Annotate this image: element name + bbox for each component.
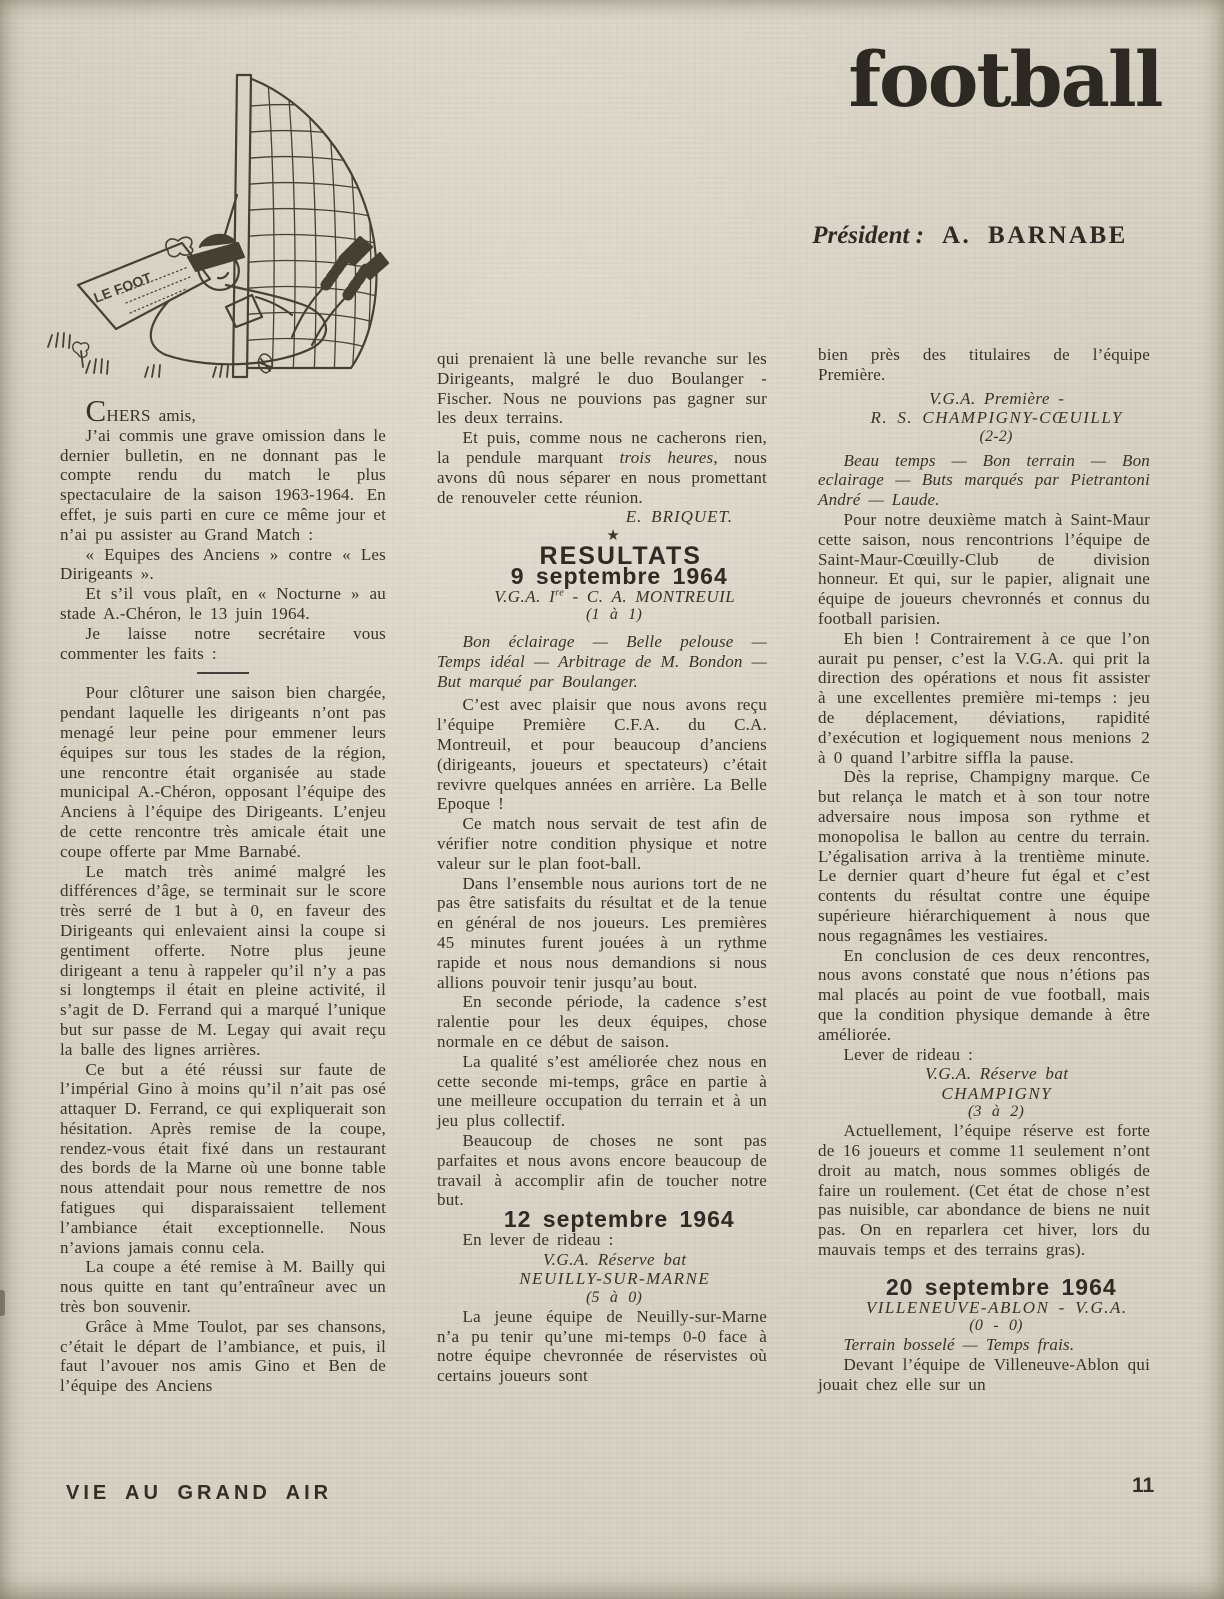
match-title: CHAMPIGNY — [941, 1083, 1053, 1103]
keeper-legs — [292, 237, 388, 345]
match-title: VILLENEUVE-ABLON - V.G.A. — [865, 1297, 1128, 1317]
match-conditions: Beau temps — Bon terrain — Bon eclairage — Buts marqués par Pietrantoni André — Laude. — [818, 450, 1150, 510]
magazine-title: VIE AU GRAND AIR — [66, 1482, 333, 1504]
salutation: CHERS amis, — [85, 393, 196, 428]
match-title: V.G.A. Première - — [929, 388, 1065, 408]
match-score: (3 à 2) — [967, 1103, 1025, 1121]
paragraph: Ce match nous servait de test afin de vérifier notre condition physique et notre valeur sur le plan foot-ball. — [437, 814, 767, 873]
match-title-text: V.G.A. I — [494, 586, 556, 606]
paragraph: Devant l’équipe de Villeneuve-Ablon qui jouait chez elle sur un — [818, 1354, 1150, 1394]
scan-artifact — [0, 1290, 5, 1316]
goal-post — [233, 75, 251, 377]
paragraph: En conclusion de ces deux rencontres, nous avons constaté que nous n’étions pas mal placés au point de vue football, mais que la condition physique demande à être améliorée. — [818, 945, 1150, 1044]
paragraph: Ce but a été réussi sur faute de l’impérial Gino à moins qu’il n’ait pas osé attaquer D. Ferrand, ce qui expliquerait son hésitation. Après remise de la coupe, rendez-vous était fixé dans un restaurant des bords de la Marne où une bonne table nous attendait pour nous remettre de nos fatigues qui disparaissaient tellement l’ambiance était exceptionnelle. Nous n’avions jamais connu cela. — [60, 1059, 386, 1257]
paragraph: J’ai commis une grave omission dans le dernier bulletin, en ne donnant pas le compte rendu du match le plus spectaculaire de la saison 1963-1964. En effet, je suis parti en cure ce même jour et n’ai pu assister au Grand Match : — [60, 425, 386, 544]
match-title: R. S. CHAMPIGNY-CŒUILLY — [870, 408, 1123, 428]
paragraph: Actuellement, l’équipe réserve est forte de 16 joueurs et comme 11 seulement n’ont droit au match, nous sommes obligés de faire un roulement. (Cet état de chose n’est pas nuisible, car abondance de biens ne nuit pas. On en reparlera cet hiver, lors du mauvais temps et des terrains gras). — [818, 1121, 1150, 1260]
paragraph: La jeune équipe de Neuilly-sur-Marne n’a pu tenir qu’une mi-temps 0-0 face à notre équipe chevronnée de réservistes où certains joueurs sont — [437, 1306, 767, 1386]
page-number: 11 — [1132, 1474, 1155, 1497]
paragraph: En seconde période, la cadence s’est ralentie pour les deux équipes, chose normale en ce début de saison. — [437, 992, 767, 1051]
paragraph: Le match très animé malgré les différences d’âge, se terminait sur le score très serré de 1 but à 0, en faveur des Dirigeants qui enlevaient ainsi la coupe si gentiment offerte. Notre plus jeune dirigeant a tenu à rappeler qu’il n’y a pas si longtemps il était en pleine activité, il s’agit de D. Ferrand qui a marqué l’unique but sur passe de M. Legay qui avait reçu la balle des lignes arrières. — [60, 861, 386, 1059]
paragraph: « Equipes des Anciens » contre « Les Dirigeants ». — [60, 544, 386, 584]
match-score: (0 - 0) — [969, 1317, 1023, 1335]
president-line — [780, 222, 1160, 250]
match-score: (2-2) — [979, 427, 1013, 445]
match-title: V.G.A. Réserve bat — [924, 1064, 1069, 1084]
date-heading: 9 septembre 1964 — [510, 562, 728, 589]
emphasis-text: trois heures — [619, 447, 714, 467]
match-title: V.G.A. Réserve bat — [542, 1249, 687, 1269]
paragraph: Eh bien ! Contrairement à ce que l’on aurait pu penser, c’est la V.G.A. qui prit la direction des opérations et nous fit assister à une excellentes première mi-temps : jeu de déplacement, déviations, rapidité d’exécution et logiquement nous menions 2 à 0 quand l’arbitre siffla la pause. — [818, 628, 1150, 767]
paragraph-text: Et puis, comme nous ne cacherons rien, la pendule marquant — [437, 428, 767, 467]
ordinal-suffix: re — [555, 586, 565, 598]
signature: E. BRIQUET. — [625, 507, 733, 527]
paragraph: Je laisse notre secrétaire vous commenter les faits : — [60, 623, 386, 663]
paragraph — [437, 428, 767, 507]
column-left — [60, 393, 386, 1396]
paragraph: Et s’il vous plaît, en « Nocturne » au stade A.-Chéron, le 13 juin 1964. — [60, 584, 386, 623]
match-conditions: Bon éclairage — Belle pelouse — Temps idéal — Arbitrage de M. Bondon — But marqué par Boulanger. — [437, 632, 767, 691]
lever-de-rideau: Lever de rideau : — [843, 1044, 974, 1064]
lever-de-rideau: En lever de rideau : — [462, 1229, 614, 1249]
match-title — [437, 587, 767, 607]
paragraph: Grâce à Mme Toulot, par ses chansons, c’était le départ de l’ambiance, et puis, il faut l’avouer nos amis Gino et Ben de l’équipe des Anciens — [60, 1316, 386, 1396]
paragraph: Beaucoup de choses ne sont pas parfaites et nous avons encore beaucoup de travail à accomplir afin de toucher notre but. — [437, 1130, 767, 1210]
results-heading: RESULTATS — [539, 541, 702, 570]
paragraph: Pour notre deuxième match à Saint-Maur cette saison, nous rencontrions l’équipe de Saint-Maur-Cœuilly-Club de division honneur. Et qui, sur le papier, alignait une équipe de joueurs chevronnés et connus du football parisien. — [818, 509, 1150, 628]
section-title: football — [848, 35, 1162, 124]
date-heading: 12 septembre 1964 — [503, 1206, 735, 1233]
paragraph: Dans l’ensemble nous aurions tort de ne pas être satisfaits du résultat et de la tenue en général de nos joueurs. Les premières 45 minutes furent jouées à un rythme rapide et nous nous demandions si nous allions pouvoir tenir jusqu’au bout. — [437, 873, 767, 992]
paragraph: C’est avec plaisir que nous avons reçu l’équipe Première C.F.A. du C.A. Montreuil, et pour beaucoup d’anciens (dirigeants, joueurs et spectateurs) c’était revivre quelques années en arrière. La Belle Epoque ! — [437, 695, 767, 814]
section-divider — [197, 672, 249, 674]
match-conditions: Terrain bosselé — Temps frais. — [843, 1335, 1075, 1355]
president-label: Président : — [812, 222, 924, 249]
paragraph: La coupe a été remise à M. Bailly qui nous quitte en tant qu’entraîneur avec un très bon souvenir. — [60, 1257, 386, 1317]
paragraph: bien près des titulaires de l’équipe Première. — [818, 345, 1150, 384]
goalkeeper-cartoon — [30, 45, 405, 380]
paragraph: qui prenaient là une belle revanche sur les Dirigeants, malgré le duo Boulanger - Fischer. Nous ne pouvions pas gagner sur les deux terrains. — [437, 349, 767, 428]
match-score: (1 à 1) — [585, 606, 643, 624]
match-title: NEUILLY-SUR-MARNE — [519, 1269, 711, 1289]
column-middle — [437, 349, 767, 1386]
net-grid — [242, 81, 388, 377]
paragraph: La qualité s’est améliorée chez nous en cette seconde mi-temps, grâce en partie à une meilleure occupation du terrain et à un jeu plus collectif. — [437, 1051, 767, 1131]
president-name: A. BARNABE — [942, 222, 1128, 249]
paragraph: Pour clôturer une saison bien chargée, pendant laquelle les dirigeants n’ont pas menagé leur peine pour emmener leurs équipes sur tous les stades de la région, une rencontre était organisée au stade municipal A.-Chéron, opposant l’équipe des Anciens à l’équipe des Dirigeants. L’enjeu de cette rencontre très amicale était une coupe offerte par Mme Barnabé. — [60, 683, 386, 861]
newspaper-title: LE FOOT — [91, 269, 154, 306]
match-score: (5 à 0) — [585, 1288, 643, 1306]
star-ornament: ★ — [606, 528, 621, 545]
match-title-text: - C. A. MONTREUIL — [564, 586, 736, 606]
paragraph: Dès la reprise, Champigny marque. Ce but relança le match et à son tour notre adversaire nous imposa son rythme et monopolisa le ballon au centre du terrain. L’égalisation arriva à la trentième minute. Le dernier quart d’heure fut égal et c’est contents du résultat contre une équipe supérieure hiérarchiquement à nous que nous regagnâmes les vestiaires. — [818, 767, 1150, 945]
column-right — [818, 345, 1150, 1395]
date-heading: 20 septembre 1964 — [885, 1273, 1117, 1300]
paragraph-text: , nous avons dû nous séparer en nous promettant de renouveler cette réunion. — [437, 447, 768, 507]
